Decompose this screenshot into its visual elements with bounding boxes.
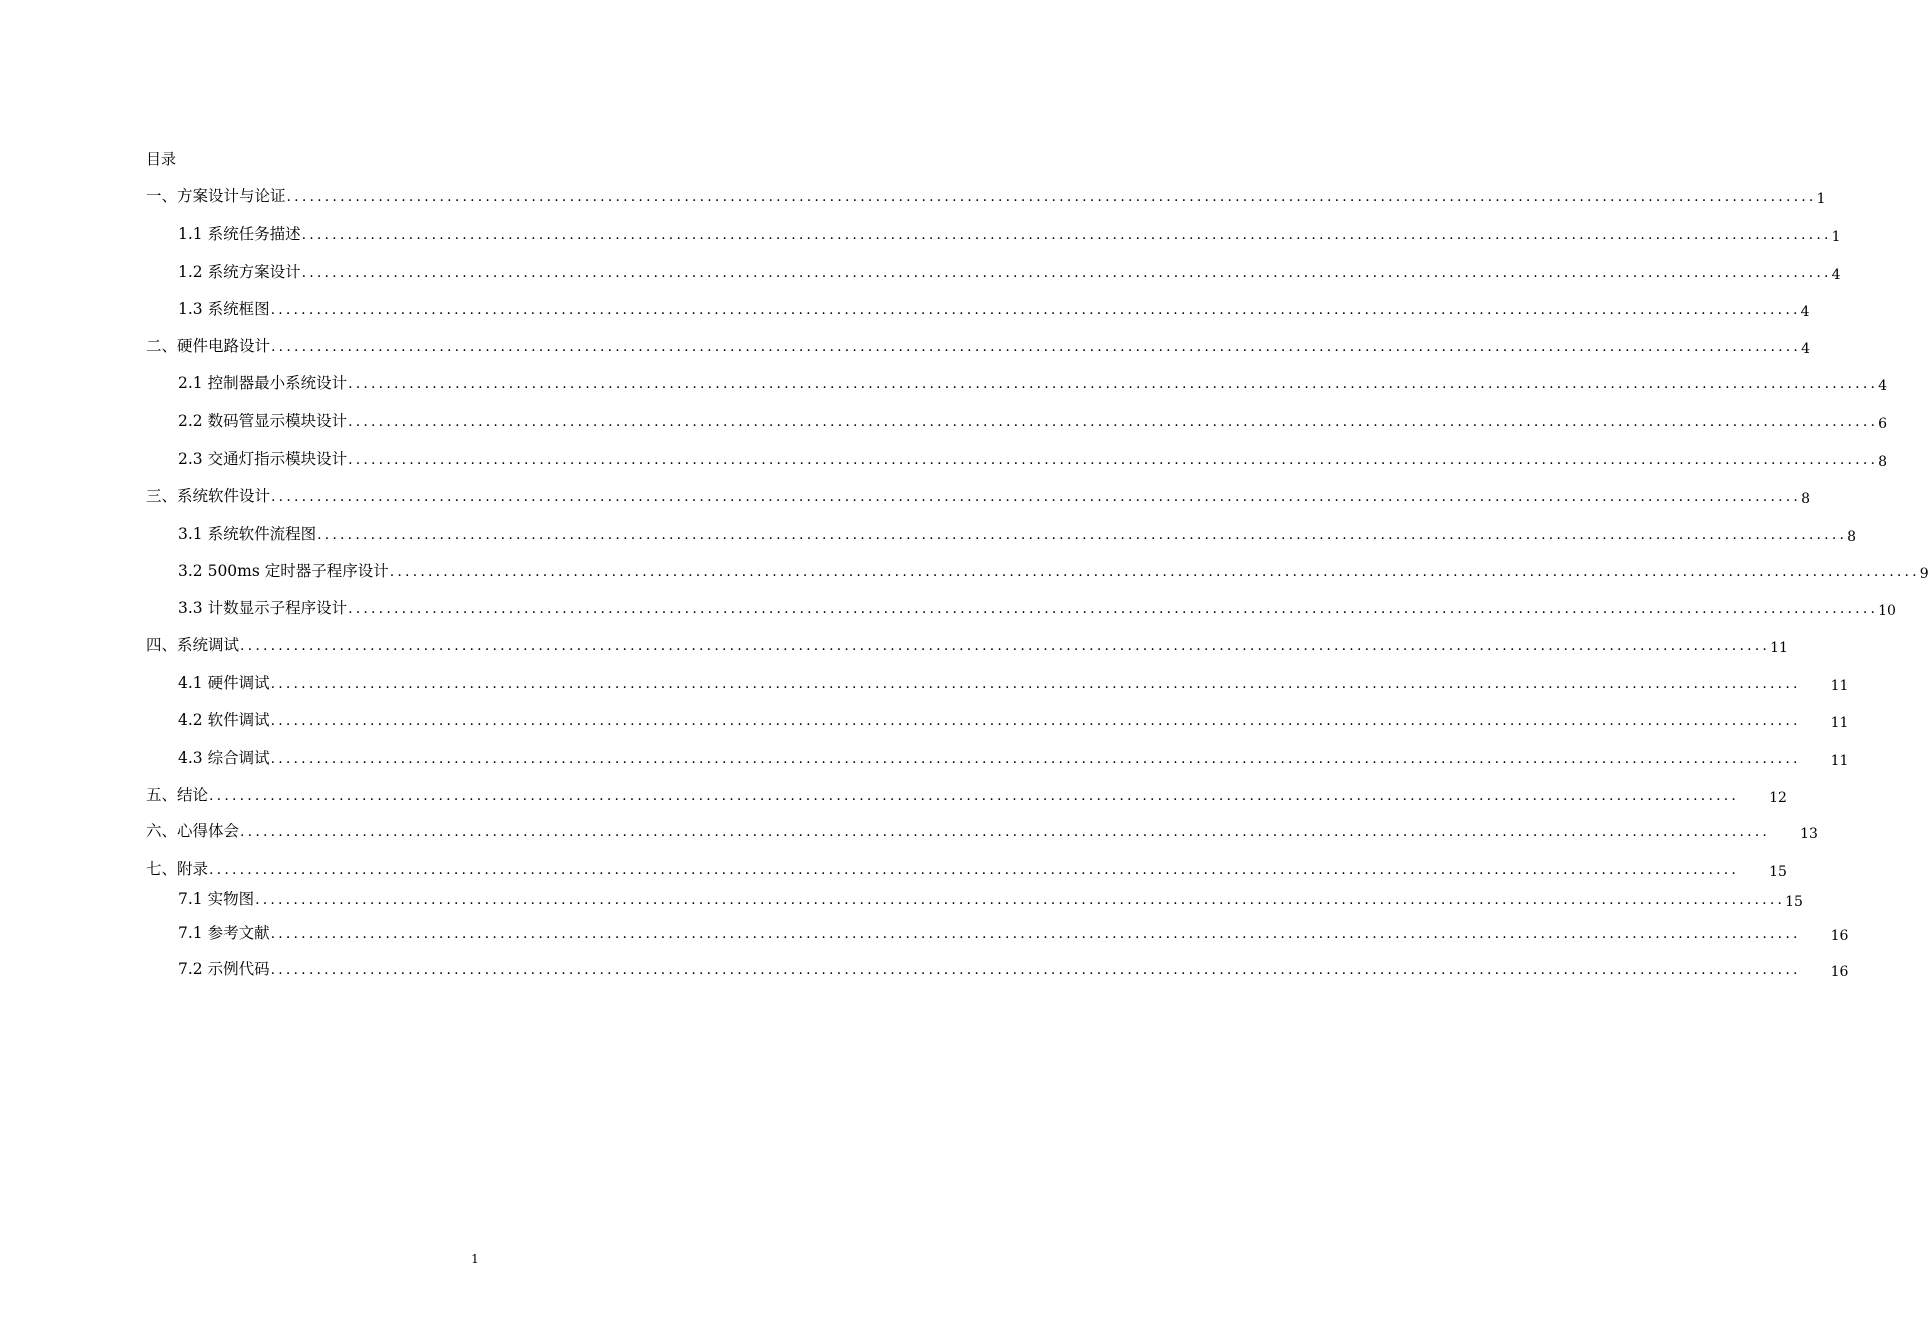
toc-entry-page: 6 bbox=[1878, 416, 1888, 432]
toc-leader-dots: ........................................................................................................................................................................................................ bbox=[271, 489, 1802, 505]
toc-entry-label: 2.1 控制器最小系统设计 bbox=[178, 374, 348, 392]
toc-entry-label: 7.1 实物图 bbox=[178, 890, 255, 908]
toc-entry[interactable] bbox=[178, 221, 1841, 245]
toc-entry[interactable] bbox=[146, 183, 1826, 207]
toc-entry-page: 4 bbox=[1800, 304, 1810, 320]
toc-leader-dots: ........................................................................................................................................................................................................ bbox=[209, 788, 1740, 804]
toc-entry-label: 4.3 综合调试 bbox=[178, 749, 270, 767]
toc-leader-dots: ........................................................................................................................................................................................................ bbox=[270, 302, 1801, 318]
toc-leader-dots: ........................................................................................................................................................................................................ bbox=[240, 824, 1771, 840]
toc-leader-dots: ........................................................................................................................................................................................................ bbox=[270, 962, 1801, 978]
toc-entry-page: 13 bbox=[1800, 826, 1818, 842]
toc-leader-dots: ........................................................................................................................................................................................................ bbox=[348, 376, 1879, 392]
toc-leader-dots: ........................................................................................................................................................................................................ bbox=[270, 926, 1801, 942]
toc-entry[interactable] bbox=[178, 408, 1888, 432]
toc-entry[interactable] bbox=[178, 595, 1896, 619]
toc-entry-label: 1.1 系统任务描述 bbox=[178, 225, 301, 243]
toc-entry-label: 3.2 500ms 定时器子程序设计 bbox=[178, 562, 389, 580]
toc-leader-dots: ........................................................................................................................................................................................................ bbox=[348, 414, 1879, 430]
toc-entry-page: 11 bbox=[1770, 640, 1788, 656]
toc-entry-label: 3.3 计数显示子程序设计 bbox=[178, 599, 348, 617]
toc-entry-label: 六、心得体会 bbox=[146, 822, 240, 840]
toc-entry-page: 4 bbox=[1878, 378, 1888, 394]
toc-entry[interactable] bbox=[178, 558, 1929, 582]
toc-entry-label: 二、硬件电路设计 bbox=[146, 337, 271, 355]
toc-entry-page: 10 bbox=[1878, 603, 1896, 619]
toc-entry-label: 4.1 硬件调试 bbox=[178, 674, 270, 692]
toc-entry[interactable] bbox=[146, 856, 1787, 880]
toc-entry-page: 1 bbox=[1831, 229, 1841, 245]
toc-entry-page: 8 bbox=[1847, 529, 1857, 545]
toc-entry-label: 一、方案设计与论证 bbox=[146, 187, 286, 205]
toc-entry[interactable] bbox=[146, 333, 1810, 357]
toc-leader-dots: ........................................................................................................................................................................................................ bbox=[255, 892, 1786, 908]
toc-entry[interactable] bbox=[178, 956, 1849, 980]
toc-entry-page: 1 bbox=[1816, 191, 1826, 207]
toc-entry-label: 四、系统调试 bbox=[146, 636, 240, 654]
toc-leader-dots: ........................................................................................................................................................................................................ bbox=[301, 265, 1832, 281]
toc-entry[interactable] bbox=[178, 370, 1888, 394]
toc-entry-label: 2.3 交通灯指示模块设计 bbox=[178, 450, 348, 468]
toc-entry-label: 7.2 示例代码 bbox=[178, 960, 270, 978]
toc-entry[interactable] bbox=[178, 296, 1810, 320]
toc-entry[interactable] bbox=[146, 782, 1787, 806]
toc-entry[interactable] bbox=[178, 521, 1857, 545]
toc-entry-page: 11 bbox=[1830, 678, 1849, 694]
toc-entry[interactable] bbox=[146, 818, 1818, 842]
toc-leader-dots: ........................................................................................................................................................................................................ bbox=[270, 751, 1801, 767]
toc-entry-page: 8 bbox=[1801, 491, 1810, 507]
toc-entry-page: 4 bbox=[1831, 267, 1841, 283]
toc-entry[interactable] bbox=[146, 632, 1788, 656]
toc-leader-dots: ........................................................................................................................................................................................................ bbox=[286, 189, 1817, 205]
page-title: 目录 bbox=[146, 150, 177, 168]
toc-entry[interactable] bbox=[178, 920, 1849, 944]
toc-leader-dots: ........................................................................................................................................................................................................ bbox=[317, 527, 1848, 543]
toc-leader-dots: ........................................................................................................................................................................................................ bbox=[240, 638, 1771, 654]
toc-entry[interactable] bbox=[178, 670, 1849, 694]
toc-entry-page: 12 bbox=[1769, 790, 1787, 806]
toc-entry-label: 1.2 系统方案设计 bbox=[178, 263, 301, 281]
toc-entry-page: 8 bbox=[1878, 454, 1888, 470]
toc-entry[interactable] bbox=[178, 745, 1849, 769]
toc-leader-dots: ........................................................................................................................................................................................................ bbox=[348, 452, 1879, 468]
toc-entry-label: 三、系统软件设计 bbox=[146, 487, 271, 505]
toc-entry-page: 15 bbox=[1769, 864, 1787, 880]
toc-leader-dots: ........................................................................................................................................................................................................ bbox=[270, 676, 1801, 692]
toc-entry-label: 五、结论 bbox=[146, 786, 209, 804]
toc-entry-page: 11 bbox=[1830, 715, 1849, 731]
toc-leader-dots: ........................................................................................................................................................................................................ bbox=[209, 862, 1740, 878]
toc-entry-label: 3.1 系统软件流程图 bbox=[178, 525, 317, 543]
toc-entry-label: 七、附录 bbox=[146, 860, 209, 878]
toc-leader-dots: ........................................................................................................................................................................................................ bbox=[271, 339, 1802, 355]
toc-leader-dots: ........................................................................................................................................................................................................ bbox=[389, 564, 1920, 580]
toc-entry[interactable] bbox=[178, 446, 1888, 470]
toc-leader-dots: ........................................................................................................................................................................................................ bbox=[348, 601, 1879, 617]
toc-entry-page: 16 bbox=[1830, 964, 1849, 980]
toc-entry-page: 11 bbox=[1830, 753, 1849, 769]
toc-leader-dots: ........................................................................................................................................................................................................ bbox=[270, 713, 1801, 729]
toc-entry-label: 4.2 软件调试 bbox=[178, 711, 270, 729]
toc-entry[interactable] bbox=[178, 707, 1849, 731]
toc-entry-page: 15 bbox=[1785, 894, 1803, 910]
toc-entry[interactable] bbox=[178, 886, 1803, 910]
toc-entry-page: 4 bbox=[1801, 341, 1810, 357]
toc-entry-page: 16 bbox=[1830, 928, 1849, 944]
toc-entry-page: 9 bbox=[1919, 566, 1929, 582]
page-number: 1 bbox=[471, 1252, 479, 1266]
toc-entry[interactable] bbox=[146, 483, 1810, 507]
toc-entry[interactable] bbox=[178, 259, 1841, 283]
toc-leader-dots: ........................................................................................................................................................................................................ bbox=[301, 227, 1832, 243]
toc-entry-label: 7.1 参考文献 bbox=[178, 924, 270, 942]
toc-entry-label: 2.2 数码管显示模块设计 bbox=[178, 412, 348, 430]
toc-entry-label: 1.3 系统框图 bbox=[178, 300, 270, 318]
